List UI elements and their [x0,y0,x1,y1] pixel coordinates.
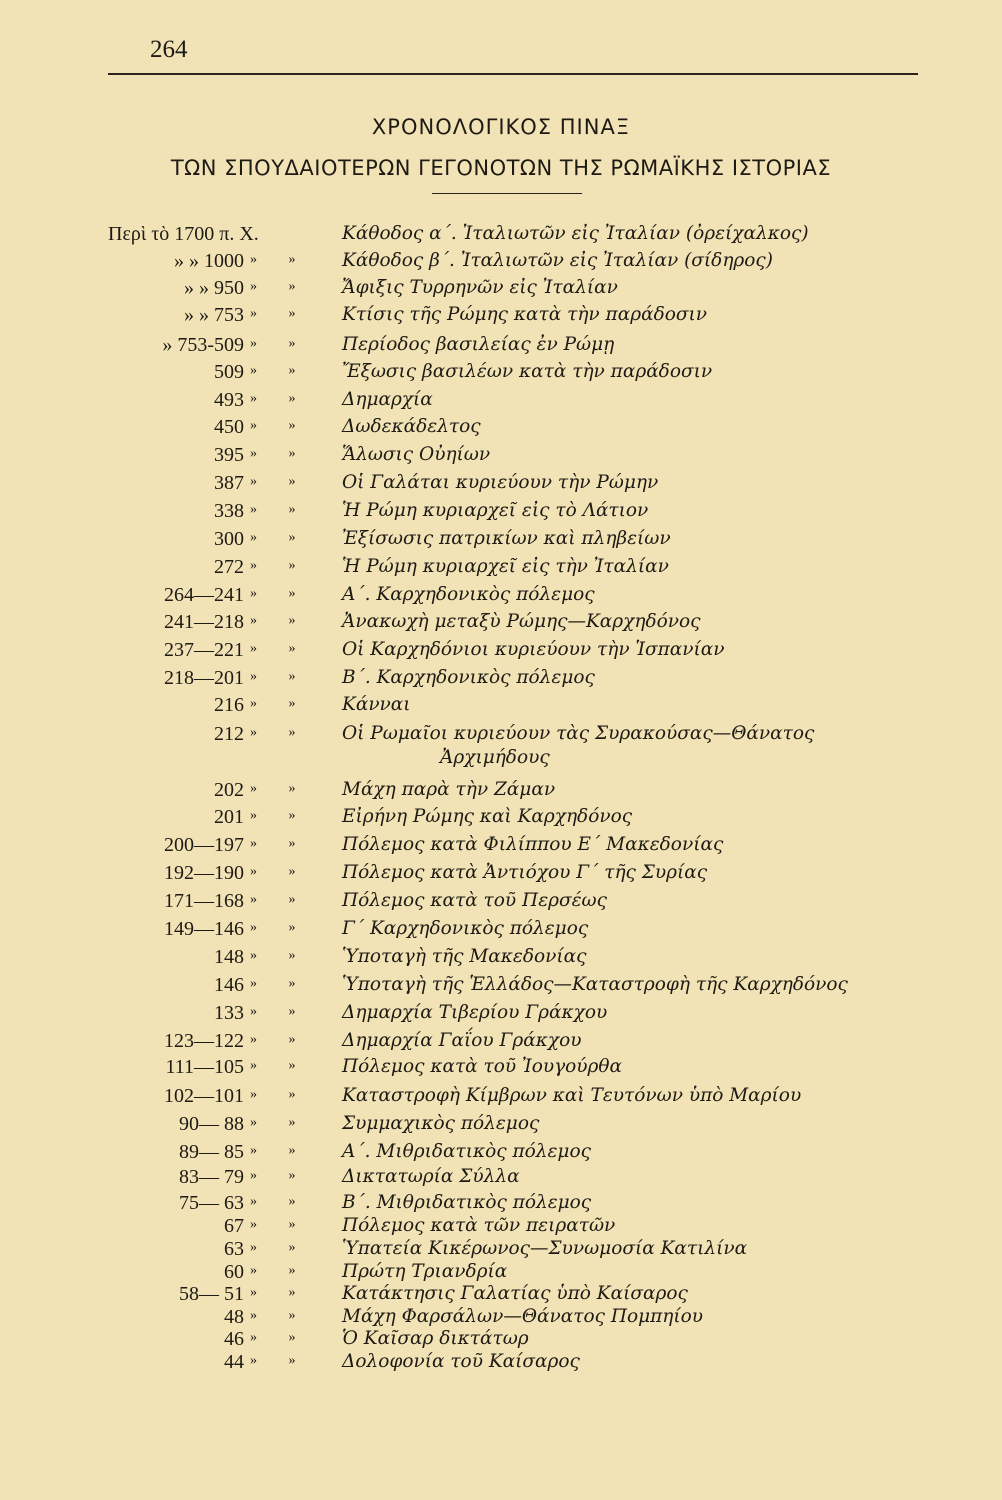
row-ditto-marks: » » [250,1240,310,1255]
row-event: Οἱ Καρχηδόνιοι κυριεύουν τὴν Ἱσπανίαν [342,639,725,660]
table-row [0,946,1002,974]
row-ditto-marks: » » [250,808,310,823]
row-date: 493 [214,389,244,411]
table-row [0,389,1002,417]
row-date: 171—168 [164,890,244,912]
table-row [0,1085,1002,1113]
row-event: Ἡ Ρώμη κυριαρχεῖ εἰς τὴν Ἰταλίαν [342,556,669,577]
table-row [0,304,1002,332]
row-date: 212 [214,723,244,745]
row-date: 133 [214,1002,244,1024]
row-event: Πόλεμος κατὰ τοῦ Περσέως [342,890,607,911]
row-event: Δικτατωρία Σύλλα [342,1166,520,1187]
row-date: 216 [214,694,244,716]
row-date: 75— 63 [179,1192,244,1214]
row-ditto-marks: » » [250,586,310,601]
row-ditto-marks: » » [250,336,310,351]
row-ditto-marks: » » [250,1285,310,1300]
row-ditto-marks: » » [250,474,310,489]
row-event: Ὑποταγὴ τῆς Ἑλλάδος—Καταστροφὴ τῆς Καρχηδόνος [342,974,848,995]
table-row [0,862,1002,890]
row-event: Δημαρχία Γαΐου Γράκχου [342,1030,582,1051]
row-event: Εἰρήνη Ρώμης καὶ Καρχηδόνος [342,806,633,827]
row-ditto-marks: » » [250,836,310,851]
row-ditto-marks: » » [250,1330,310,1345]
row-date: 60 [224,1261,244,1283]
row-ditto-marks: » » [250,446,310,461]
row-date: 48 [224,1306,244,1328]
row-ditto-marks: » » [250,1087,310,1102]
row-event: Πόλεμος κατὰ τοῦ Ἰουγούρθα [342,1056,623,1077]
table-row [0,639,1002,667]
row-ditto-marks: » » [250,1308,310,1323]
table-row [0,444,1002,472]
row-ditto-marks: » » [250,613,310,628]
row-date: 200—197 [164,834,244,856]
row-event: Δολοφονία τοῦ Καίσαρος [342,1351,580,1372]
row-date: 218—201 [164,667,244,689]
table-row [0,556,1002,584]
table-row [0,500,1002,528]
row-event: Ἔξωσις βασιλέων κατὰ τὴν παράδοσιν [342,361,713,382]
row-ditto-marks: » » [250,864,310,879]
table-row [0,584,1002,612]
row-ditto-marks: » » [250,502,310,517]
row-event: Πρώτη Τριανδρία [342,1261,508,1282]
row-event: Ὁ Καῖσαρ δικτάτωρ [342,1328,529,1349]
row-event: Β΄. Μιθριδατικὸς πόλεμος [342,1192,592,1213]
row-date: 338 [214,500,244,522]
row-date: 264—241 [164,584,244,606]
row-date: » » 1000 [174,250,244,272]
page-title: ΧΡΟΝΟΛΟΓΙΚΟΣ ΠΙΝΑΞ [371,115,631,139]
table-row [0,723,1002,768]
row-date: 509 [214,361,244,383]
row-date: Περὶ τὸ 1700 π. Χ. [108,223,259,245]
row-date: 83— 79 [179,1166,244,1188]
row-event: Μάχη Φαρσάλων—Θάνατος Πομπηίου [342,1306,704,1327]
row-ditto-marks: » » [250,1217,310,1232]
row-ditto-marks: » » [250,279,310,294]
row-date: 46 [224,1328,244,1350]
table-row [0,1351,1002,1379]
row-event: Ἄφιξις Τυρρηνῶν εἰς Ἰταλίαν [342,277,618,298]
row-date: 450 [214,416,244,438]
table-row [0,918,1002,946]
row-date: 395 [214,444,244,466]
table-row [0,890,1002,918]
row-ditto-marks: » » [250,391,310,406]
table-row [0,528,1002,556]
row-ditto-marks: » » [250,892,310,907]
table-row [0,334,1002,362]
row-ditto-marks: » » [250,1115,310,1130]
row-event: Ἀνακωχὴ μεταξὺ Ρώμης—Καρχηδόνος [342,611,701,632]
row-ditto-marks: » » [250,252,310,267]
table-row [0,361,1002,389]
row-ditto-marks: » » [250,696,310,711]
table-row [0,1141,1002,1169]
row-ditto-marks: » » [250,530,310,545]
row-ditto-marks: » » [250,558,310,573]
row-event: Μάχη παρὰ τὴν Ζάμαν [342,779,556,800]
row-event: Οἱ Γαλάται κυριεύουν τὴν Ρώμην [342,472,659,493]
row-event: Κάνναι [342,694,411,715]
row-ditto-marks: » » [250,363,310,378]
row-ditto-marks: » » [250,1058,310,1073]
row-event: Κάθοδος α΄. Ἰταλιωτῶν εἰς Ἰταλίαν (ὀρείχαλκος) [342,223,809,244]
row-date: 202 [214,779,244,801]
row-event: Οἱ Ρωμαῖοι κυριεύουν τὰς Συρακούσας—Θάνατος [342,723,815,744]
row-date: » » 950 [184,277,244,299]
row-date: 102—101 [164,1085,244,1107]
row-date: 272 [214,556,244,578]
row-date: 387 [214,472,244,494]
row-event: Α΄. Καρχηδονικὸς πόλεμος [342,584,595,605]
table-row [0,779,1002,807]
row-event: Ἅλωσις Οὐηίων [342,444,491,465]
row-date: 237—221 [164,639,244,661]
table-row [0,806,1002,834]
table-row [0,416,1002,444]
row-event: Κτίσις τῆς Ρώμης κατὰ τὴν παράδοσιν [342,304,707,325]
row-date: 111—105 [165,1056,244,1078]
page-subtitle: ΤΩΝ ΣΠΟΥΔΑΙΟΤΕΡΩΝ ΓΕΓΟΝΟΤΩΝ ΤΗΣ ΡΩΜΑΪΚΗΣ ΙΣΤΟΡΙΑΣ [170,156,832,180]
page-number: 264 [150,36,188,63]
row-event: Γ΄ Καρχηδονικὸς πόλεμος [342,918,589,939]
row-date: 300 [214,528,244,550]
row-date: » » 753 [184,304,244,326]
row-date: 89— 85 [179,1141,244,1163]
row-event: Ἐξίσωσις πατρικίων καὶ πληβείων [342,528,671,549]
row-event: Ὑπατεία Κικέρωνος—Συνωμοσία Κατιλίνα [342,1238,748,1259]
row-ditto-marks: » » [250,1194,310,1209]
row-ditto-marks: » » [250,1004,310,1019]
row-date: 123—122 [164,1030,244,1052]
row-event: Ἡ Ρώμη κυριαρχεῖ εἰς τὸ Λάτιον [342,500,649,521]
row-event: Πόλεμος κατὰ τῶν πειρατῶν [342,1215,616,1236]
row-ditto-marks: » » [250,781,310,796]
row-event: Πόλεμος κατὰ Φιλίππου Ε΄ Μακεδονίας [342,834,724,855]
row-event: Πόλεμος κατὰ Ἀντιόχου Γ΄ τῆς Συρίας [342,862,708,883]
row-date: 148 [214,946,244,968]
row-event: Ὑποταγὴ τῆς Μακεδονίας [342,946,587,967]
table-row [0,611,1002,639]
table-row [0,694,1002,722]
row-date: 192—190 [164,862,244,884]
table-row [0,1166,1002,1194]
row-date: 146 [214,974,244,996]
row-event: Α΄. Μιθριδατικὸς πόλεμος [342,1141,591,1162]
row-date: 241—218 [164,611,244,633]
row-date: 90— 88 [179,1113,244,1135]
row-date: 63 [224,1238,244,1260]
row-ditto-marks: » » [250,976,310,991]
table-row [0,834,1002,862]
row-event: Καταστροφὴ Κίμβρων καὶ Τευτόνων ὑπὸ Μαρίου [342,1085,802,1106]
row-ditto-marks: » » [250,669,310,684]
row-ditto-marks: » » [250,725,310,740]
row-ditto-marks: » » [250,1032,310,1047]
row-ditto-marks: » » [250,641,310,656]
table-row [0,1056,1002,1084]
row-date: 149—146 [164,918,244,940]
row-event: Δημαρχία [342,389,433,410]
table-row [0,974,1002,1002]
table-row [0,1030,1002,1058]
row-event: Περίοδος βασιλείας ἐν Ρώμῃ [342,334,615,355]
table-row [0,667,1002,695]
table-row [0,472,1002,500]
row-ditto-marks: » » [250,1263,310,1278]
row-ditto-marks: » » [250,418,310,433]
row-date: » 753-509 [162,334,244,356]
table-row [0,277,1002,305]
row-event: Συμμαχικὸς πόλεμος [342,1113,540,1134]
row-event: Κατάκτησις Γαλατίας ὑπὸ Καίσαρος [342,1283,688,1304]
table-row [0,223,1002,251]
table-row [0,1002,1002,1030]
row-ditto-marks: » » [250,306,310,321]
row-date: 201 [214,806,244,828]
row-event: Β΄. Καρχηδονικὸς πόλεμος [342,667,595,688]
row-event: Δωδεκάδελτος [342,416,481,437]
row-event: Δημαρχία Τιβερίου Γράκχου [342,1002,608,1023]
row-ditto-marks: » » [250,920,310,935]
row-date: 58— 51 [179,1283,244,1305]
row-date: 44 [224,1351,244,1373]
row-event: Κάθοδος β΄. Ἰταλιωτῶν εἰς Ἰταλίαν (σίδηρος) [342,250,773,271]
table-row [0,250,1002,278]
row-ditto-marks: » » [250,1168,310,1183]
row-ditto-marks: » » [250,1143,310,1158]
row-ditto-marks: » » [250,948,310,963]
table-row [0,1113,1002,1141]
row-date: 67 [224,1215,244,1237]
row-ditto-marks: » » [250,1353,310,1368]
row-event-continuation: Ἀρχιμήδους [440,747,550,768]
